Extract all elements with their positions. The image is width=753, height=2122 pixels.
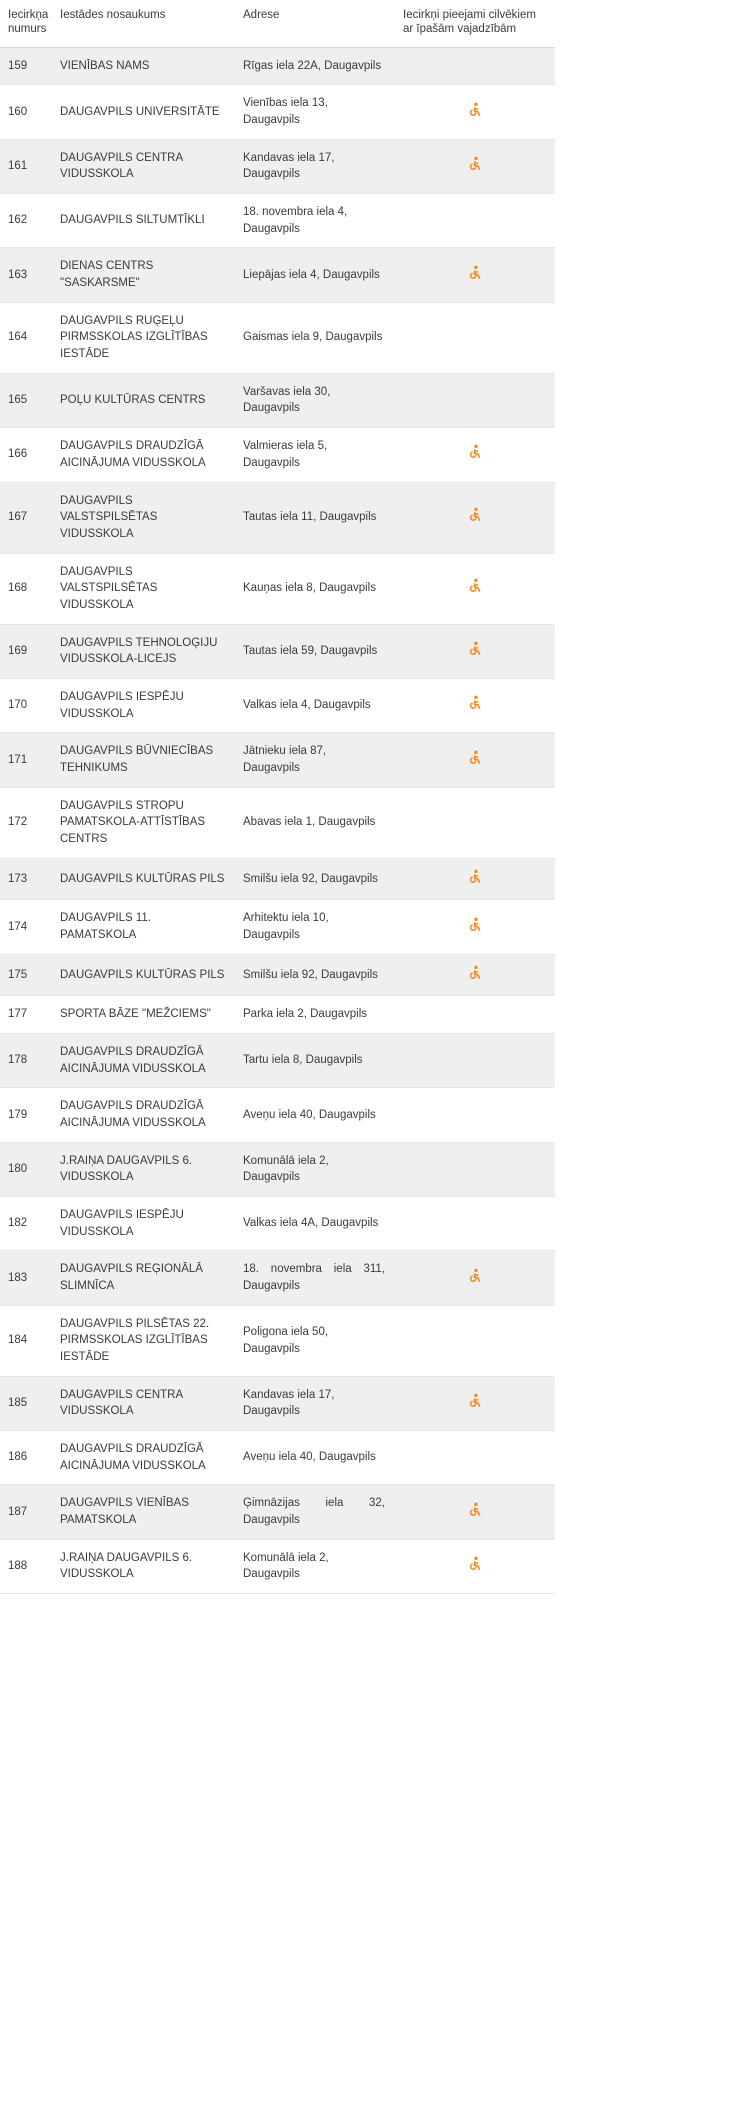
cell-institution: DAUGAVPILS DRAUDZĪGĀ AICINĀJUMA VIDUSSKOLA	[48, 1431, 233, 1485]
table-row	[0, 733, 555, 787]
wheelchair-icon	[467, 1502, 482, 1517]
cell-address: Smilšu iela 92, Daugavpils	[233, 954, 393, 996]
cell-number: 172	[0, 787, 48, 858]
cell-address: Liepājas iela 4, Daugavpils	[233, 248, 393, 302]
wheelchair-icon	[467, 444, 482, 459]
cell-address: Tautas iela 59, Daugavpils	[233, 624, 393, 678]
cell-institution: DAUGAVPILS KULTŪRAS PILS	[48, 954, 233, 996]
wheelchair-icon	[467, 1268, 482, 1283]
table-row	[0, 900, 555, 954]
cell-address: Aveņu iela 40, Daugavpils	[233, 1431, 393, 1485]
cell-address: 18. novembra iela 4, Daugavpils	[233, 194, 393, 248]
cell-institution: DAUGAVPILS VALSTSPILSĒTAS VIDUSSKOLA	[48, 482, 233, 553]
cell-number: 184	[0, 1305, 48, 1376]
cell-number: 173	[0, 858, 48, 900]
cell-institution: DAUGAVPILS STROPU PAMATSKOLA-ATTĪSTĪBAS CENTRS	[48, 787, 233, 858]
cell-accessibility	[393, 302, 555, 373]
table-row	[0, 1431, 555, 1485]
wheelchair-icon	[467, 869, 482, 884]
table-row	[0, 1033, 555, 1087]
cell-accessibility	[393, 1431, 555, 1485]
cell-number: 186	[0, 1431, 48, 1485]
table-header-row	[0, 0, 555, 47]
wheelchair-icon	[467, 750, 482, 765]
wheelchair-icon	[467, 578, 482, 593]
cell-institution: DAUGAVPILS DRAUDZĪGĀ AICINĀJUMA VIDUSSKOLA	[48, 1088, 233, 1142]
table-row	[0, 1142, 555, 1196]
cell-address: Kandavas iela 17, Daugavpils	[233, 139, 393, 193]
cell-accessibility	[393, 1376, 555, 1430]
cell-accessibility	[393, 373, 555, 427]
table-row	[0, 1485, 555, 1539]
cell-accessibility	[393, 1539, 555, 1593]
cell-address: Varšavas iela 30, Daugavpils	[233, 373, 393, 427]
cell-number: 169	[0, 624, 48, 678]
cell-address: Valkas iela 4, Daugavpils	[233, 678, 393, 732]
wheelchair-icon	[467, 641, 482, 656]
cell-accessibility	[393, 194, 555, 248]
cell-address: Kauņas iela 8, Daugavpils	[233, 553, 393, 624]
cell-institution: DAUGAVPILS PILSĒTAS 22. PIRMSSKOLAS IZGLĪTĪBAS IESTĀDE	[48, 1305, 233, 1376]
wheelchair-icon	[467, 507, 482, 522]
cell-accessibility	[393, 733, 555, 787]
cell-number: 182	[0, 1196, 48, 1250]
cell-address: Valkas iela 4A, Daugavpils	[233, 1196, 393, 1250]
cell-number: 179	[0, 1088, 48, 1142]
cell-institution: SPORTA BĀZE "MEŽCIEMS"	[48, 996, 233, 1034]
cell-institution: DAUGAVPILS SILTUMTĪKLI	[48, 194, 233, 248]
table-row	[0, 1376, 555, 1430]
table-row	[0, 47, 555, 85]
table-row	[0, 954, 555, 996]
cell-number: 177	[0, 996, 48, 1034]
table-row	[0, 248, 555, 302]
cell-institution: DAUGAVPILS REĢIONĀLĀ SLIMNĪCA	[48, 1251, 233, 1305]
cell-accessibility	[393, 1305, 555, 1376]
cell-address: Ģimnāzijas iela 32, Daugavpils	[233, 1485, 393, 1539]
table-row	[0, 787, 555, 858]
cell-accessibility	[393, 1033, 555, 1087]
table-row	[0, 85, 555, 139]
cell-institution: J.RAIŅA DAUGAVPILS 6. VIDUSSKOLA	[48, 1142, 233, 1196]
cell-accessibility	[393, 1088, 555, 1142]
cell-address: Aveņu iela 40, Daugavpils	[233, 1088, 393, 1142]
wheelchair-icon	[467, 1393, 482, 1408]
table-row	[0, 678, 555, 732]
table-row	[0, 194, 555, 248]
table-row	[0, 302, 555, 373]
cell-number: 166	[0, 428, 48, 482]
table-row	[0, 139, 555, 193]
cell-institution: VIENĪBAS NAMS	[48, 47, 233, 85]
table-row	[0, 553, 555, 624]
cell-number: 162	[0, 194, 48, 248]
cell-address: Rīgas iela 22A, Daugavpils	[233, 47, 393, 85]
cell-institution: DAUGAVPILS IESPĒJU VIDUSSKOLA	[48, 678, 233, 732]
table-row	[0, 858, 555, 900]
cell-accessibility	[393, 47, 555, 85]
cell-institution: DAUGAVPILS DRAUDZĪGĀ AICINĀJUMA VIDUSSKOLA	[48, 1033, 233, 1087]
table-row	[0, 1196, 555, 1250]
cell-address: Smilšu iela 92, Daugavpils	[233, 858, 393, 900]
cell-accessibility	[393, 996, 555, 1034]
cell-number: 165	[0, 373, 48, 427]
cell-accessibility	[393, 954, 555, 996]
wheelchair-icon	[467, 102, 482, 117]
cell-address: Gaismas iela 9, Daugavpils	[233, 302, 393, 373]
cell-accessibility	[393, 787, 555, 858]
wheelchair-icon	[467, 965, 482, 980]
cell-accessibility	[393, 1142, 555, 1196]
cell-number: 161	[0, 139, 48, 193]
column-header-accessibility: Iecirkņi pieejami cilvēkiem ar īpašām vajadzībām	[393, 0, 555, 47]
cell-number: 163	[0, 248, 48, 302]
cell-institution: DAUGAVPILS VIENĪBAS PAMATSKOLA	[48, 1485, 233, 1539]
column-header-number: Iecirkņa numurs	[0, 0, 48, 47]
wheelchair-icon	[467, 695, 482, 710]
cell-number: 171	[0, 733, 48, 787]
cell-address: Komunālā iela 2, Daugavpils	[233, 1142, 393, 1196]
column-header-address: Adrese	[233, 0, 393, 47]
cell-accessibility	[393, 428, 555, 482]
cell-number: 175	[0, 954, 48, 996]
cell-address: Arhitektu iela 10, Daugavpils	[233, 900, 393, 954]
cell-accessibility	[393, 553, 555, 624]
wheelchair-icon	[467, 265, 482, 280]
cell-number: 183	[0, 1251, 48, 1305]
cell-number: 188	[0, 1539, 48, 1593]
cell-institution: DAUGAVPILS DRAUDZĪGĀ AICINĀJUMA VIDUSSKOLA	[48, 428, 233, 482]
cell-institution: J.RAIŅA DAUGAVPILS 6. VIDUSSKOLA	[48, 1539, 233, 1593]
cell-institution: DAUGAVPILS BŪVNIECĪBAS TEHNIKUMS	[48, 733, 233, 787]
cell-number: 168	[0, 553, 48, 624]
cell-number: 180	[0, 1142, 48, 1196]
table-header	[0, 0, 555, 47]
table-row	[0, 1088, 555, 1142]
cell-accessibility	[393, 900, 555, 954]
cell-institution: DAUGAVPILS 11. PAMATSKOLA	[48, 900, 233, 954]
cell-accessibility	[393, 139, 555, 193]
table-row	[0, 624, 555, 678]
cell-institution: DAUGAVPILS IESPĒJU VIDUSSKOLA	[48, 1196, 233, 1250]
cell-institution: DAUGAVPILS TEHNOLOĢIJU VIDUSSKOLA-LICEJS	[48, 624, 233, 678]
cell-accessibility	[393, 1251, 555, 1305]
table-row	[0, 482, 555, 553]
cell-address: 18. novembra iela 311, Daugavpils	[233, 1251, 393, 1305]
cell-address: Kandavas iela 17, Daugavpils	[233, 1376, 393, 1430]
cell-number: 185	[0, 1376, 48, 1430]
cell-institution: DAUGAVPILS RUĢEĻU PIRMSSKOLAS IZGLĪTĪBAS IESTĀDE	[48, 302, 233, 373]
cell-address: Komunālā iela 2, Daugavpils	[233, 1539, 393, 1593]
cell-accessibility	[393, 678, 555, 732]
cell-address: Tautas iela 11, Daugavpils	[233, 482, 393, 553]
table-row	[0, 996, 555, 1034]
cell-accessibility	[393, 858, 555, 900]
cell-address: Jātnieku iela 87, Daugavpils	[233, 733, 393, 787]
cell-number: 170	[0, 678, 48, 732]
table-row	[0, 1539, 555, 1593]
cell-number: 174	[0, 900, 48, 954]
wheelchair-icon	[467, 156, 482, 171]
table-row	[0, 373, 555, 427]
cell-address: Vienības iela 13, Daugavpils	[233, 85, 393, 139]
cell-address: Parka iela 2, Daugavpils	[233, 996, 393, 1034]
cell-accessibility	[393, 1485, 555, 1539]
wheelchair-icon	[467, 1556, 482, 1571]
cell-accessibility	[393, 624, 555, 678]
table-row	[0, 1305, 555, 1376]
cell-accessibility	[393, 85, 555, 139]
cell-number: 160	[0, 85, 48, 139]
cell-accessibility	[393, 1196, 555, 1250]
cell-institution: DIENAS CENTRS "SASKARSME"	[48, 248, 233, 302]
wheelchair-icon	[467, 917, 482, 932]
table-row	[0, 1251, 555, 1305]
cell-number: 159	[0, 47, 48, 85]
table-row	[0, 428, 555, 482]
cell-institution: DAUGAVPILS VALSTSPILSĒTAS VIDUSSKOLA	[48, 553, 233, 624]
cell-institution: DAUGAVPILS UNIVERSITĀTE	[48, 85, 233, 139]
cell-institution: POĻU KULTŪRAS CENTRS	[48, 373, 233, 427]
cell-number: 167	[0, 482, 48, 553]
cell-institution: DAUGAVPILS KULTŪRAS PILS	[48, 858, 233, 900]
cell-accessibility	[393, 248, 555, 302]
cell-address: Poligona iela 50, Daugavpils	[233, 1305, 393, 1376]
table-body	[0, 47, 555, 1593]
column-header-institution: Iestādes nosaukums	[48, 0, 233, 47]
cell-institution: DAUGAVPILS CENTRA VIDUSSKOLA	[48, 1376, 233, 1430]
cell-address: Abavas iela 1, Daugavpils	[233, 787, 393, 858]
cell-number: 178	[0, 1033, 48, 1087]
cell-address: Tartu iela 8, Daugavpils	[233, 1033, 393, 1087]
cell-number: 164	[0, 302, 48, 373]
cell-institution: DAUGAVPILS CENTRA VIDUSSKOLA	[48, 139, 233, 193]
cell-number: 187	[0, 1485, 48, 1539]
cell-accessibility	[393, 482, 555, 553]
cell-address: Valmieras iela 5, Daugavpils	[233, 428, 393, 482]
